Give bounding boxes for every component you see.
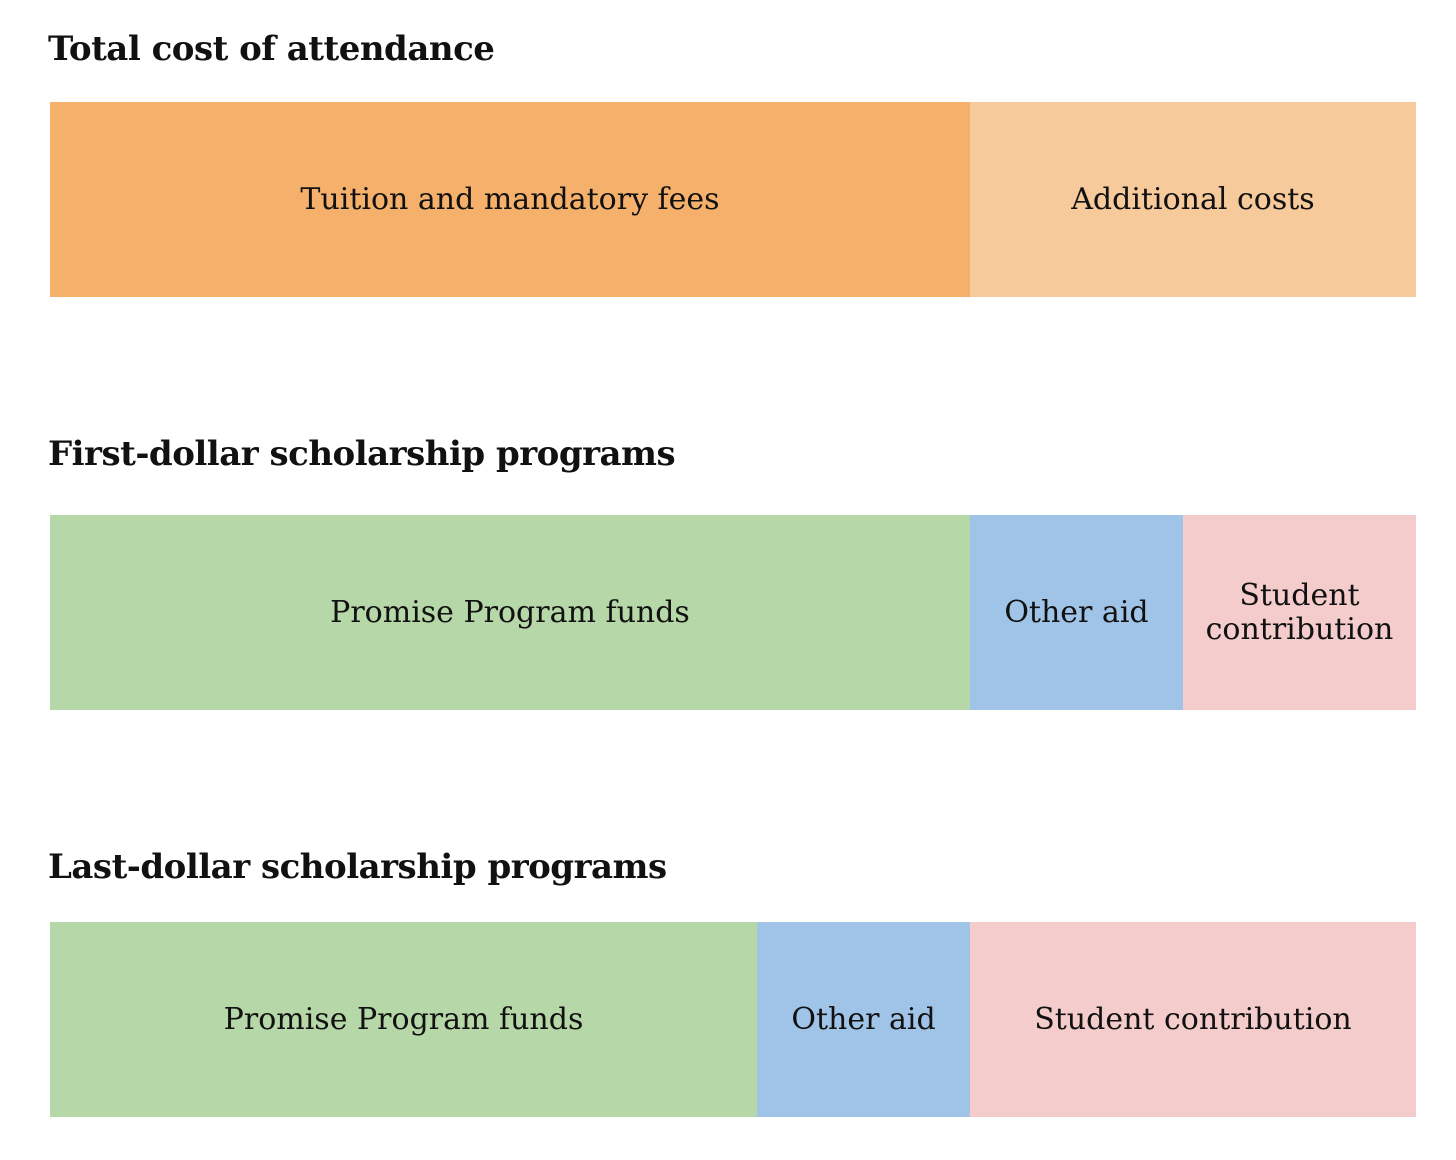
total-cost-bar: [50, 102, 1416, 297]
segment-label: Promise Program funds: [223, 1001, 584, 1037]
segment-label: Promise Program funds: [330, 594, 690, 630]
segment-label: Student contribution: [1205, 577, 1394, 647]
section-title-first-dollar: First-dollar scholarship programs: [48, 434, 676, 474]
segment-other-aid: [970, 515, 1183, 710]
segment-label: Additional costs: [1071, 181, 1315, 217]
segment-promise-funds: [50, 922, 757, 1117]
segment-student-contribution: [1183, 515, 1416, 710]
segment-tuition-fees: [50, 102, 970, 297]
section-title-total-cost: Total cost of attendance: [48, 29, 495, 69]
last-dollar-bar: [50, 922, 1416, 1117]
segment-label: Other aid: [1004, 594, 1149, 630]
segment-label: Student contribution: [1034, 1001, 1352, 1037]
first-dollar-bar: [50, 515, 1416, 710]
segment-additional-costs: [970, 102, 1416, 297]
segment-promise-funds: [50, 515, 970, 710]
segment-other-aid: [757, 922, 970, 1117]
section-title-last-dollar: Last-dollar scholarship programs: [48, 847, 667, 887]
segment-label: Other aid: [791, 1001, 936, 1037]
segment-student-contribution: [970, 922, 1416, 1117]
segment-label: Tuition and mandatory fees: [300, 181, 720, 217]
